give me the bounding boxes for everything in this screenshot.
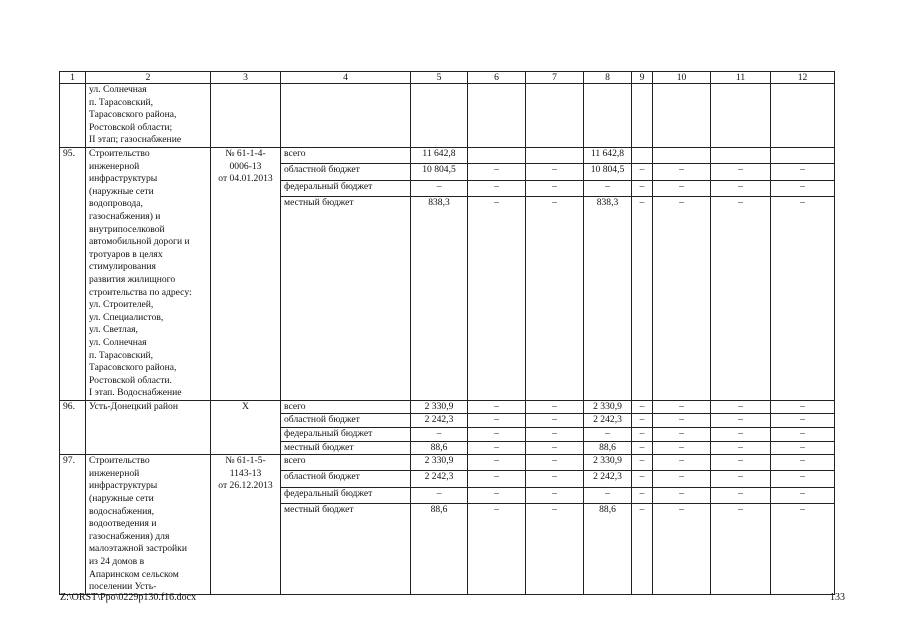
value-cell: –: [653, 196, 711, 400]
value-cell: 2 242,3: [411, 471, 468, 487]
row-number-cell: 95.: [60, 148, 86, 401]
value-cell: –: [526, 400, 584, 414]
object-name-cell: Строительство инженерной инфраструктуры (наружные сети водопровода, газоснабжения) и внутрипоселковой автомобильной дороги и тротуаров в целях стимулирования развития жилищного строительства по адресу: ул. Строителей, ул. Специалистов, ул. Светлая, ул. Солнечная п. Тарасовский, Тарасовского района, Ростовской области. I этап. Водоснабжение: [86, 148, 211, 401]
value-cell: 10 804,5: [584, 164, 632, 180]
value-cell: –: [653, 487, 711, 503]
value-cell: 11 642,8: [584, 148, 632, 164]
value-cell: –: [653, 471, 711, 487]
value-cell: –: [653, 164, 711, 180]
value-cell: –: [411, 487, 468, 503]
row-number-cell: [60, 84, 86, 148]
value-cell: –: [526, 164, 584, 180]
value-cell: –: [632, 164, 653, 180]
value-cell: 88,6: [411, 503, 468, 594]
value-cell: –: [653, 428, 711, 442]
source-cell: [281, 84, 411, 148]
header-cell: 9: [632, 72, 653, 84]
object-name-cell: ул. Солнечная п. Тарасовский, Тарасовского района, Ростовской области; II этап; газоснабжение: [86, 84, 211, 148]
value-cell: 88,6: [584, 441, 632, 455]
value-cell: –: [632, 503, 653, 594]
value-cell: 10 804,5: [411, 164, 468, 180]
table-row: [60, 148, 835, 164]
value-cell: –: [632, 471, 653, 487]
value-cell: –: [653, 414, 711, 428]
value-cell: –: [771, 441, 835, 455]
value-cell: [632, 84, 653, 148]
value-cell: –: [711, 503, 771, 594]
value-cell: –: [526, 441, 584, 455]
value-cell: –: [632, 441, 653, 455]
value-cell: [411, 84, 468, 148]
source-cell: областной бюджет: [281, 164, 411, 180]
source-cell: всего: [281, 148, 411, 164]
value-cell: –: [468, 414, 526, 428]
source-cell: федеральный бюджет: [281, 428, 411, 442]
value-cell: –: [653, 441, 711, 455]
value-cell: 838,3: [584, 196, 632, 400]
value-cell: –: [584, 487, 632, 503]
value-cell: –: [584, 180, 632, 196]
source-cell: федеральный бюджет: [281, 180, 411, 196]
value-cell: –: [632, 414, 653, 428]
value-cell: –: [711, 164, 771, 180]
value-cell: –: [771, 164, 835, 180]
value-cell: –: [468, 164, 526, 180]
value-cell: –: [653, 180, 711, 196]
value-cell: –: [771, 455, 835, 471]
value-cell: 2 330,9: [584, 400, 632, 414]
value-cell: –: [468, 180, 526, 196]
value-cell: –: [411, 180, 468, 196]
file-path-footer: Z:\ORST\Ppo\0229p130.f16.docx: [60, 592, 197, 603]
source-cell: областной бюджет: [281, 414, 411, 428]
value-cell: –: [771, 428, 835, 442]
value-cell: –: [411, 428, 468, 442]
source-cell: всего: [281, 400, 411, 414]
value-cell: –: [771, 414, 835, 428]
source-cell: федеральный бюджет: [281, 487, 411, 503]
column-number-header: [60, 72, 835, 84]
value-cell: –: [526, 503, 584, 594]
value-cell: –: [526, 428, 584, 442]
value-cell: –: [653, 455, 711, 471]
value-cell: –: [468, 471, 526, 487]
value-cell: –: [526, 455, 584, 471]
table-row: [60, 400, 835, 414]
source-cell: местный бюджет: [281, 441, 411, 455]
value-cell: –: [632, 196, 653, 400]
value-cell: 88,6: [584, 503, 632, 594]
value-cell: –: [653, 400, 711, 414]
value-cell: 11 642,8: [411, 148, 468, 164]
value-cell: [653, 148, 711, 164]
source-cell: местный бюджет: [281, 503, 411, 594]
value-cell: –: [771, 487, 835, 503]
source-cell: всего: [281, 455, 411, 471]
value-cell: –: [468, 441, 526, 455]
value-cell: –: [526, 487, 584, 503]
value-cell: –: [468, 400, 526, 414]
value-cell: –: [632, 428, 653, 442]
value-cell: [711, 148, 771, 164]
header-cell: 8: [584, 72, 632, 84]
value-cell: 2 330,9: [584, 455, 632, 471]
row-number-cell: 97.: [60, 455, 86, 595]
table-row: [60, 84, 835, 148]
value-cell: –: [711, 180, 771, 196]
value-cell: [771, 148, 835, 164]
value-cell: –: [711, 428, 771, 442]
value-cell: –: [468, 428, 526, 442]
budget-table: [59, 71, 835, 595]
value-cell: [771, 84, 835, 148]
value-cell: –: [711, 441, 771, 455]
value-cell: –: [632, 455, 653, 471]
value-cell: –: [468, 196, 526, 400]
value-cell: 2 242,3: [411, 414, 468, 428]
value-cell: –: [771, 400, 835, 414]
value-cell: –: [771, 503, 835, 594]
document-cell: № 61-1-4- 0006-13 от 04.01.2013: [211, 148, 281, 401]
value-cell: [526, 84, 584, 148]
header-cell: 11: [711, 72, 771, 84]
value-cell: 838,3: [411, 196, 468, 400]
header-cell: 7: [526, 72, 584, 84]
value-cell: 2 330,9: [411, 455, 468, 471]
object-name-cell: Строительство инженерной инфраструктуры (наружные сети водоснабжения, водоотведения и газоснабжения) для малоэтажной застройки из 24 домов в Апаринском сельском поселении Усть-: [86, 455, 211, 595]
value-cell: –: [632, 180, 653, 196]
value-cell: 2 242,3: [584, 471, 632, 487]
value-cell: [711, 84, 771, 148]
value-cell: –: [584, 428, 632, 442]
header-cell: 3: [211, 72, 281, 84]
value-cell: –: [526, 471, 584, 487]
source-cell: местный бюджет: [281, 196, 411, 400]
value-cell: –: [468, 455, 526, 471]
value-cell: –: [526, 180, 584, 196]
value-cell: –: [771, 471, 835, 487]
page-number: 133: [830, 592, 845, 603]
value-cell: –: [711, 455, 771, 471]
value-cell: [653, 84, 711, 148]
value-cell: –: [468, 487, 526, 503]
value-cell: [526, 148, 584, 164]
header-cell: 10: [653, 72, 711, 84]
header-cell: 4: [281, 72, 411, 84]
value-cell: [632, 148, 653, 164]
value-cell: –: [771, 180, 835, 196]
value-cell: –: [526, 196, 584, 400]
value-cell: –: [711, 487, 771, 503]
value-cell: –: [632, 400, 653, 414]
value-cell: 2 330,9: [411, 400, 468, 414]
source-cell: областной бюджет: [281, 471, 411, 487]
header-cell: 6: [468, 72, 526, 84]
document-cell: № 61-1-5- 1143-13 от 26.12.2013: [211, 455, 281, 595]
value-cell: [468, 84, 526, 148]
object-name-cell: Усть-Донецкий район: [86, 400, 211, 454]
value-cell: –: [632, 487, 653, 503]
value-cell: [584, 84, 632, 148]
value-cell: –: [711, 471, 771, 487]
header-cell: 5: [411, 72, 468, 84]
value-cell: –: [711, 196, 771, 400]
value-cell: 2 242,3: [584, 414, 632, 428]
row-number-cell: 96.: [60, 400, 86, 454]
value-cell: –: [711, 414, 771, 428]
value-cell: [468, 148, 526, 164]
document-cell: [211, 84, 281, 148]
value-cell: –: [771, 196, 835, 400]
value-cell: –: [468, 503, 526, 594]
value-cell: –: [711, 400, 771, 414]
value-cell: 88,6: [411, 441, 468, 455]
header-cell: 12: [771, 72, 835, 84]
value-cell: –: [653, 503, 711, 594]
header-cell: 2: [86, 72, 211, 84]
header-cell: 1: [60, 72, 86, 84]
document-cell: Х: [211, 400, 281, 454]
table-row: [60, 455, 835, 471]
value-cell: –: [526, 414, 584, 428]
